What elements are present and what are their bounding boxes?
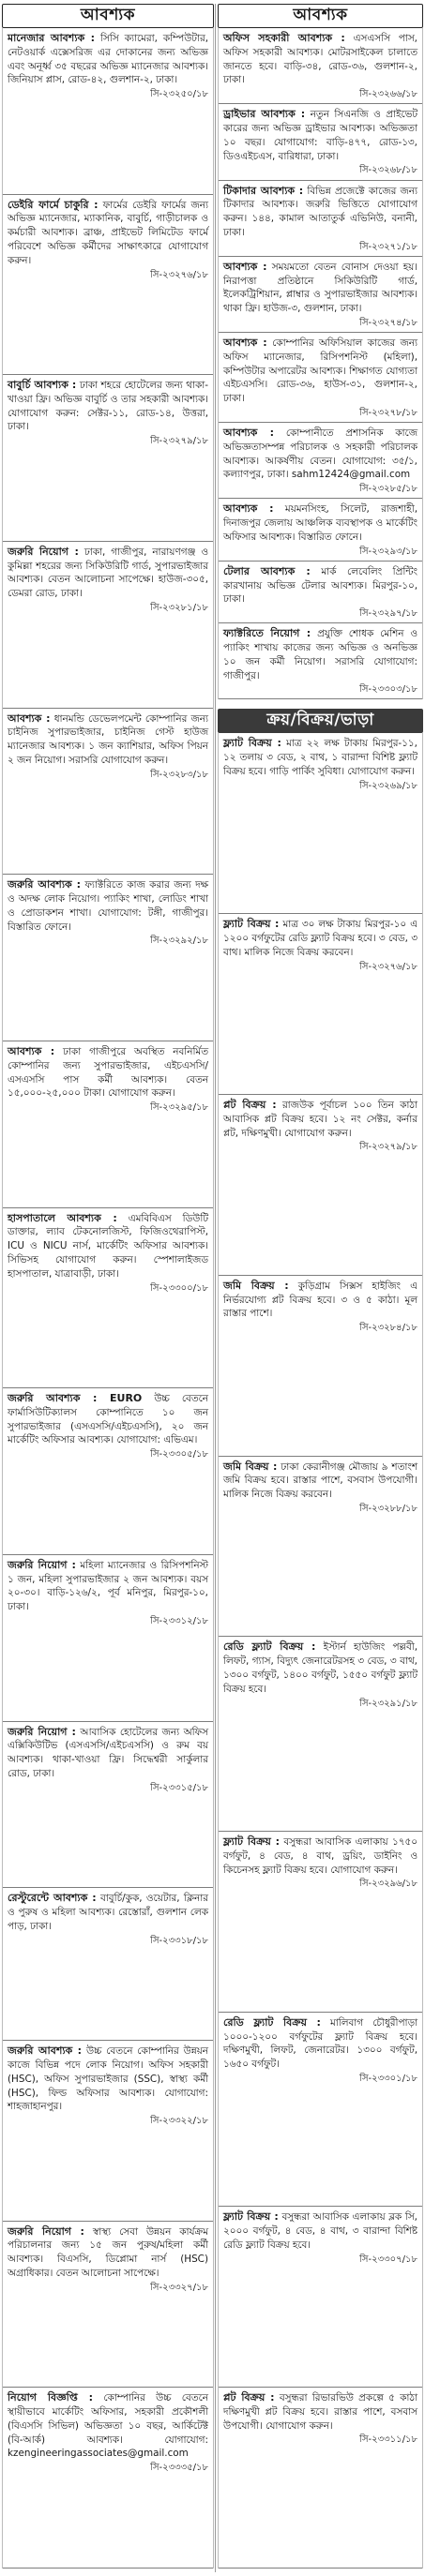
classified-ad bbox=[3, 28, 213, 195]
ad-body-text: ফ্যাক্টরিতে কাজ করার জন্য দক্ষ ও অদক্ষ লোক নিয়োগ। প্যাকিং শাখা, লোডিং শাখা ও প্রোডাকশন শাখা। যোগাযোগ: টঙ্গী, গাজীপুর। বিস্তারিত ফোনে। bbox=[8, 879, 208, 933]
column-divider bbox=[215, 4, 216, 2572]
ad-heading: আবশ্যক : bbox=[223, 427, 275, 440]
ad-body-text: ধানমন্ডি ডেভেলপমেন্ট কোম্পানির জন্য চাইনিজ সুপারভাইজার, চাইনিজ গেস্ট হাউজ ম্যানেজার আবশ্যক। ১ জন ক্যাশিয়ার, অফিস পিয়ন ২ জন নিয়োগ। সরাসরি যোগাযোগ করুন। bbox=[8, 712, 209, 766]
classified-ad bbox=[3, 195, 213, 375]
ad-heading: রেডি ফ্ল্যাট বিক্রয় : bbox=[223, 1640, 316, 1654]
ad-reference-code: সি-২৩২৭১/১৮ bbox=[359, 241, 417, 252]
ad-heading: বাবুর্চি আবশ্যক : bbox=[8, 379, 77, 392]
classified-ad bbox=[3, 1041, 213, 1208]
ad-heading: মানেজার আবশ্যক : bbox=[8, 32, 96, 44]
classified-ad bbox=[219, 104, 422, 180]
ad-body-text: ঢাকা গাজীপুরে অবস্থিত নবনির্মিত কোম্পানির জন্য সুপারভাইজার, এইচএসসি/এসএসসি পাস কর্মী আবশ্যক। বেতন ১৫,০০০-২৫,০০০ টাকা। যোগাযোগ করুন। bbox=[8, 1045, 208, 1100]
classified-ad bbox=[3, 2222, 213, 2389]
ad-heading: জরুরি আবশ্যক : bbox=[8, 878, 81, 891]
ad-heading: অফিস সহকারী আবশ্যক : bbox=[223, 32, 345, 44]
ad-heading: ড্রাইভার আবশ্যক : bbox=[223, 108, 306, 121]
ad-body-text: এমবিবিএস ডিউটি ডাক্তার, ল্যাব টেকনোলজিস্ট, ফিজিওথেরাপিস্ট, ICU ও NICU নার্স, মার্কেটিং অফিসার আবশ্যক। সিভিসহ যোগাযোগ করুন। স্পেশালাইজড হাসপাতাল, যাত্রাবাড়ী, ঢাকা। bbox=[8, 1212, 208, 1280]
ad-reference-code: সি-২৩২৭৬/১৮ bbox=[359, 961, 417, 972]
ad-body-text: নতুন সিএনজি ও প্রাইভেট কারের জন্য অভিজ্ঞ ড্রাইভার আবশ্যক। অভিজ্ঞতা ১০ বছর। যোগাযোগ: বাড়ি-৪৭৭, রোড-১৩, ডিওএইচএস, বারিধারা, ঢাকা। bbox=[223, 109, 417, 162]
classified-ad bbox=[219, 2388, 422, 2569]
ad-heading: টেলার আবশ্যক : bbox=[223, 564, 311, 577]
ad-heading: আবশ্যক : bbox=[223, 502, 274, 516]
classified-ad bbox=[219, 562, 422, 623]
ad-heading: নিয়োগ বিজ্ঞপ্তি : bbox=[8, 2391, 94, 2404]
ad-heading: ফ্ল্যাট বিক্রয় : bbox=[223, 918, 280, 931]
ad-body-text: কোম্পানীতে প্রশাসনিক কাজে অভিজ্ঞতাসম্পন্ন পরিচালক ও সহকারী পরিচালক আবশ্যক। আকর্ষণীয় বেতন। যোগাযোগ: ৩৫/১, কল্যাণপুর, ঢাকা। sahm12424@gmail.com bbox=[223, 427, 418, 481]
section-header-wanted-left: আবশ্যক bbox=[2, 4, 214, 28]
ad-heading: জরুরি নিয়োগ : bbox=[8, 1725, 76, 1738]
ad-reference-code: সি-২৩২৯৭/১৮ bbox=[359, 608, 417, 620]
ad-body-text: মালিবাগ চৌধুরীপাড়া ১০০০-১২০০ বর্গফুটের ফ্ল্যাট বিক্রয় হবে। দক্ষিণমুখী, লিফট, জেনারেটর। ১৩০০ বর্গফুট, ১৬৫০ বর্গফুট। bbox=[223, 2016, 417, 2071]
classified-ad bbox=[219, 623, 422, 699]
classified-ad bbox=[3, 1722, 213, 1889]
ad-heading: টিকাদার আবশ্যক : bbox=[223, 184, 304, 197]
classified-ad bbox=[219, 1095, 422, 1276]
ad-body-text: কোম্পানির অফিসিয়াল কাজের জন্য অফিস ম্যানেজার, রিসিপশনিস্ট (মহিলা), কম্পিউটার অপারেটর আবশ্যক। শিক্ষাগত যোগ্যতা এইচএসসি। রোড-৩৬, হাউস-৩১, গুলশান-২, ঢাকা। bbox=[223, 337, 418, 405]
classified-ad bbox=[3, 2388, 213, 2568]
ad-reference-code: সি-২৩৩১৮/১৮ bbox=[150, 1935, 208, 1946]
ad-heading: জরুরি নিয়োগ : bbox=[8, 1558, 76, 1571]
ad-body-text: উচ্চ বেতনে ফার্মাসিউটিক্যালস কোম্পানিতে ১০ জন সুপারভাইজার (এসএসসি/এইচএসসি), ২০ জন মার্কেটিং অফিসার আবশ্যক। যোগাযোগ: এভিএম। bbox=[8, 1393, 208, 1446]
ad-body-text: ঢাকা শহরে হোটেলের জন্য থাকা-খাওয়া ফ্রি। অভিজ্ঞ বাবুর্চি ও তার সহকারী আবশ্যক। যোগাযোগ করুন: সেক্টর-১১, রোড-১৪, উত্তরা, ঢাকা। bbox=[8, 380, 208, 433]
ad-reference-code: সি-২৩২৭৪/১৮ bbox=[359, 317, 417, 328]
ad-body-text: প্রযুক্তি শোধক মেশিন ও প্যাকিং শাখায় কাজের জন্য অভিজ্ঞ ও অনভিজ্ঞ ১০ জন কর্মী নিয়োগ। সরাসরি যোগাযোগ: গাজীপুর। bbox=[223, 628, 418, 681]
ad-heading: ফ্যাক্টরিতে নিয়োগ : bbox=[223, 627, 311, 640]
ad-reference-code: সি-২৩২৯৫/১৮ bbox=[150, 1102, 208, 1114]
classified-ad bbox=[219, 499, 422, 561]
ad-body-text: বিভিন্ন প্রজেক্টে কাজের জন্য টিকাদার আবশ্যক। জরুরি ভিত্তিতে যোগাযোগ করুন। ১৪৪, কামাল আতাতুর্ক এভিনিউ, বনানী, ঢাকা। bbox=[223, 185, 418, 238]
ad-reference-code: সি-২৩৩০৩/১৮ bbox=[359, 684, 417, 696]
ad-reference-code: সি-২৩২৮৮/১৮ bbox=[359, 1503, 417, 1514]
classified-ad bbox=[219, 333, 422, 423]
classified-ad bbox=[3, 875, 213, 1041]
ad-reference-code: সি-২৩২৯৬/১৮ bbox=[359, 1879, 417, 1890]
ad-list-classified bbox=[218, 733, 423, 2569]
ad-heading: আবশ্যক : bbox=[223, 260, 267, 273]
ad-body-text: বসুন্ধরা রিভারভিউ প্রকল্পে ৫ কাঠা দক্ষিণমুখী প্লট বিক্রয় হবে। রাস্তার পাশে, বসবাস উপযোগী। যোগাযোগ করুন। bbox=[223, 2392, 417, 2432]
classified-ad bbox=[219, 1832, 422, 2013]
ad-heading: জমি বিক্রয় : bbox=[223, 1279, 289, 1292]
ad-heading: আবশ্যক : bbox=[223, 337, 267, 349]
ad-heading: জরুরি নিয়োগ : bbox=[8, 2224, 84, 2238]
ad-reference-code: সি-২৩২৯২/১৮ bbox=[150, 936, 208, 947]
classified-ad bbox=[3, 375, 213, 542]
classified-ad bbox=[219, 181, 422, 257]
classified-ad bbox=[219, 1637, 422, 1832]
ad-body-text: মাত্র ২২ লক্ষ টাকায় মিরপুর-১১, ১২ তলায় ৩ বেড, ২ বাথ, ১ বারান্দা বিশিষ্ট ফ্ল্যাট বিক্রয় হবে। গাড়ি পার্কিং সুবিধা। যোগাযোগ করুন। bbox=[223, 738, 417, 778]
ad-reference-code: সি-২৩৩১২/১৮ bbox=[150, 1615, 208, 1626]
classified-ad bbox=[219, 28, 422, 104]
ad-body-text: ঢাকা, গাজীপুর, নারায়ণগঞ্জ ও কুমিল্লা শহরের জন্য সিকিউরিটি গার্ড, সুপারভাইজার আবশ্যক। বেতন আলোচনা সাপেক্ষে। হাউজ-৩০৫, ডেমরা রোড, ঢাকা। bbox=[8, 546, 208, 600]
ad-body-text: মহিলা ম্যানেজার ও রিসিপশনিস্ট ১ জন, মহিলা সুপারভাইজার ২ জন আবশ্যক। বয়স ২০-৩০। বাড়ি-১২৬/২, পূর্ব মনিপুর, মিরপুর-১০, ঢাকা। bbox=[8, 1559, 208, 1613]
ad-reference-code: সি-২৩৩০১/১৮ bbox=[359, 2073, 417, 2084]
ad-heading: হাসপাতালে আবশ্যক : bbox=[8, 1211, 117, 1224]
classified-ad bbox=[3, 1388, 213, 1555]
ad-reference-code: সি-২৩৩০৫/১৮ bbox=[150, 1449, 208, 1460]
ad-heading: জরুরি আবশ্যক : bbox=[8, 2044, 83, 2058]
classified-ad bbox=[219, 2207, 422, 2388]
ad-list-right bbox=[218, 28, 423, 699]
ad-reference-code: সি-২৩২৬৮/১৮ bbox=[359, 165, 417, 176]
ad-body-text: উচ্চ বেতনে কোম্পানির উন্নয়ন কাজে বিভিন্ন পদে লোক নিয়োগ। অফিস সহকারী (HSC), অফিস সুপারভাইজার (SSC), স্বাস্থ্য কর্মী (HSC), ফিল্ড অফিসার আবশ্যক। যোগাযোগ: শাহজাহানপুর। bbox=[8, 2045, 208, 2113]
ad-reference-code: সি-২৩২৯১/১৮ bbox=[359, 1698, 417, 1709]
ad-heading: প্লট বিক্রয় : bbox=[223, 1099, 277, 1112]
ad-body-text: ঢাকা কেরানীগঞ্জ মৌজায় ৯ শতাংশ জমি বিক্রয় হবে। রাস্তার পাশে, বসবাস উপযোগী। মালিক নিজে বিক্রয় করবেন। bbox=[223, 1460, 417, 1501]
ad-reference-code: সি-২৩২৬৬/১৮ bbox=[359, 89, 417, 100]
ad-heading: আবশ্যক : bbox=[8, 1044, 55, 1057]
ad-body-text: আবাসিক হোটেলের জন্য অফিস এক্সিকিউটিভ (এসএসসি/এইচএসসি) ও রুম বয় আবশ্যক। থাকা-খাওয়া ফ্রি। সিদ্ধেশ্বরী সার্কুলার রোড, ঢাকা। bbox=[8, 1726, 208, 1779]
ad-heading: আবশ্যক : bbox=[8, 711, 51, 725]
classified-ad bbox=[219, 1276, 422, 1457]
ad-heading: ডেইরি ফার্মে চাকুরি : bbox=[8, 198, 99, 211]
ad-body-text: ময়মনসিংহ, সিলেট, রাজশাহী, দিনাজপুর জেলায় আঞ্চলিক ব্যবস্থাপক ও মার্কেটিং অফিসার আবশ্যক। বিস্তারিত ফোনে। bbox=[223, 503, 417, 543]
ad-reference-code: সি-২৩২৫০/১৮ bbox=[150, 89, 208, 100]
ad-reference-code: সি-২৩২৮৪/১৮ bbox=[359, 1323, 417, 1334]
classified-ad bbox=[219, 257, 422, 333]
classified-ad bbox=[3, 709, 213, 876]
right-column bbox=[218, 4, 423, 2569]
ad-reference-code: সি-২৩২৭৮/১৮ bbox=[359, 407, 417, 418]
classified-ad bbox=[3, 542, 213, 709]
ad-heading: জমি বিক্রয় : bbox=[223, 1460, 278, 1473]
ad-body-text: এসএসসি পাস, অফিস সহকারী আবশ্যক। মোটরসাইকেল চালাতে জানতে হবে। বাড়ি-৩৪, রোড-৩৬, গুলশান-২, ঢাকা। bbox=[223, 33, 417, 86]
ad-reference-code: সি-২৩২৭৬/১৮ bbox=[150, 269, 208, 280]
ad-body-text: বসুন্ধরা আবাসিক এলাকায় ব্লক সি, ২০০০ বর্গফুট, ৪ বেড, ৪ বাথ, ৩ বারান্দা বিশিষ্ট রেডি ফ্ল্যাট বিক্রয় হবে। bbox=[223, 2211, 417, 2251]
ad-body-text: ইস্টার্ন হাউজিং পল্লবী, লিফট, গ্যাস, বিদ্যুৎ জেনারেটরসহ ৩ বেড, ৩ বাথ, ১৩০০ বর্গফুট, ১৪০০ বর্গফুট, ১৫৫০ বর্গফুট ফ্ল্যাট বিক্রয় হবে। bbox=[223, 1641, 418, 1695]
ad-heading: ফ্ল্যাট বিক্রয় : bbox=[223, 737, 281, 750]
ad-reference-code: সি-২৩২৮৩/১৮ bbox=[150, 769, 208, 780]
classified-ad bbox=[3, 1555, 213, 1722]
ad-reference-code: সি-২৩২৭৯/১৮ bbox=[150, 436, 208, 447]
ad-heading: রেডি ফ্ল্যাট বিক্রয় : bbox=[223, 2015, 321, 2029]
section-header-buy-sell-rent: ক্রয়/বিক্রয়/ভাড়া bbox=[218, 709, 423, 733]
ad-heading: প্লট বিক্রয় : bbox=[223, 2391, 275, 2404]
classified-ad bbox=[219, 423, 422, 499]
ad-reference-code: সি-২৩৩২২/১৮ bbox=[150, 2116, 208, 2127]
ad-body-text: কুড়িগ্রাম সিক্সস হাইজিং এ নির্ভরযোগ্য প্লট বিক্রয় হবে। ৩ ও ৫ কাঠা। মূল রাস্তার পাশে। bbox=[223, 1280, 417, 1320]
ad-body-text: সিসি ক্যামেরা, কম্পিউটার, নেটওয়ার্ক এক্সেসরিজ এর দোকানের জন্য অভিজ্ঞ এবং অনূর্ধ্ব ৩৫ বছরের অভিজ্ঞ ম্যানেজার আবশ্যক। জিনিয়াস প্লাস, রোড-৪২, গুলশান-২, ঢাকা। bbox=[8, 33, 208, 86]
left-column bbox=[2, 4, 214, 2569]
ad-body-text: রাজউক পূর্বাচল ১০০ তিন কাঠা আবাসিক প্লট বিক্রয় হবে। ১২ নং সেক্টর, কর্নার প্লট, দক্ষিণমুখী। যোগাযোগ করুন। bbox=[223, 1100, 417, 1139]
ad-body-text: বসুন্ধরা আবাসিক এলাকায় ১৭৫০ বর্গফুট, ৪ বেড, ৪ বাথ, ড্রয়িং, ডাইনিং ও কিচেনসহ ফ্ল্যাট বিক্রয় হবে। যোগাযোগ করুন। bbox=[223, 1836, 417, 1876]
ad-body-text: স্বাস্থ্য সেবা উন্নয়ন কার্যক্রম পরিচালনার জন্য ১৫ জন পুরুষ/মহিলা কর্মী আবশ্যক। বিএসসি, ডিপ্লোমা নার্স (HSC) অগ্রাধিকার। বেতন আলোচনা সাপেক্ষে। bbox=[8, 2225, 208, 2279]
ad-heading: ফ্ল্যাট বিক্রয় : bbox=[223, 1835, 281, 1849]
classified-ad bbox=[3, 1208, 213, 1388]
ad-reference-code: সি-২৩৩১৫/১৮ bbox=[150, 1782, 208, 1793]
ad-reference-code: সি-২৩২৬৯/১৮ bbox=[359, 780, 417, 791]
ad-heading: ফ্ল্যাট বিক্রয় : bbox=[223, 2210, 279, 2224]
ad-body-text: কোম্পানির উচ্চ বেতনে স্থায়ীভাবে মার্কেটিং অফিসার, সহকারী প্রকৌশলী (বিএসসি সিভিল) অভিজ্ঞতা ১০ বছর, আর্কিটেক্ট (বি-আর্ক) আবশ্যক। যোগাযোগ: kzengineeringassociates@gmail.com bbox=[8, 2392, 208, 2460]
ad-heading: জরুরি নিয়োগ : bbox=[8, 545, 79, 558]
ad-reference-code: সি-২৩৩০৭/১৮ bbox=[359, 2254, 417, 2265]
ad-reference-code: সি-২৩৩২৭/১৮ bbox=[150, 2282, 208, 2293]
classified-ad bbox=[3, 1888, 213, 2041]
section-header-wanted-right: আবশ্যক bbox=[218, 4, 423, 28]
ad-list-left bbox=[2, 28, 214, 2569]
ad-reference-code: সি-২৩২৭৯/১৮ bbox=[359, 1142, 417, 1153]
ad-body-text: ফার্মের ডেইরি ফার্মের জন্য অভিজ্ঞ ম্যানেজার, ম্যাকানিক, বাবুর্চি, গাড়ীচালক ও কর্মচারী আবশ্যক। ব্রাঞ্চ, প্রাইভেট লিমিটেড ফার্মে পরিবেশে অভিজ্ঞ কর্মীদের সাক্ষাৎকারে যোগাযোগ করুন। bbox=[8, 199, 208, 266]
ad-reference-code: সি-২৩২৮৫/১৮ bbox=[359, 484, 417, 495]
ad-body-text: মার্ক লেবেলিং প্রিন্টিং কারখানায় অভিজ্ঞ টেলার আবশ্যক। মিরপুর-১০, ঢাকা। bbox=[223, 565, 417, 606]
ad-reference-code: সি-২৩৩১১/১৮ bbox=[359, 2434, 417, 2446]
classified-ad bbox=[219, 1457, 422, 1638]
ad-heading: জরুরি আবশ্যক : EURO bbox=[8, 1392, 143, 1405]
classified-ad bbox=[219, 914, 422, 1095]
ad-reference-code: সি-২৩৩৩৫/১৮ bbox=[150, 2463, 208, 2474]
ad-body-text: সময়মতো বেতন বোনাস দেওয়া হয়। নিরাপত্তা প্রতিষ্ঠানে সিকিউরিটি গার্ড, ইলেকট্রিশিয়ান, প্লাম্বার ও সুপারভাইজার আবশ্যক। থাকা ফ্রি। হাউজ-৩, গুলশান, ঢাকা। bbox=[223, 261, 418, 315]
ad-reference-code: সি-২৩৩০০/১৮ bbox=[150, 1282, 208, 1294]
ad-heading: রেস্টুরেন্টে আবশ্যক : bbox=[8, 1892, 97, 1905]
ad-reference-code: সি-২৩২৮১/১৮ bbox=[150, 602, 208, 613]
classified-ad bbox=[219, 2013, 422, 2208]
ad-body-text: মাত্র ৩০ লক্ষ টাকায় মিরপুর-১০ এ ১২০০ বর্গফুটের রেডি ফ্ল্যাট বিক্রয় হবে। ৩ বেড, ৩ বাথ। মালিক নিজে বিক্রয় করবেন। bbox=[223, 919, 417, 958]
ad-body-text: বাবুর্চি/কুক, ওয়েটার, ক্লিনার ও পুরুষ ও মহিলা আবশ্যক। রেস্তোরাঁ, গুলশান লেক পাড়, ঢাকা। bbox=[8, 1893, 208, 1932]
classified-ad bbox=[3, 2041, 213, 2221]
ad-reference-code: সি-২৩২৯৩/১৮ bbox=[359, 546, 417, 557]
classified-ad bbox=[219, 733, 422, 914]
